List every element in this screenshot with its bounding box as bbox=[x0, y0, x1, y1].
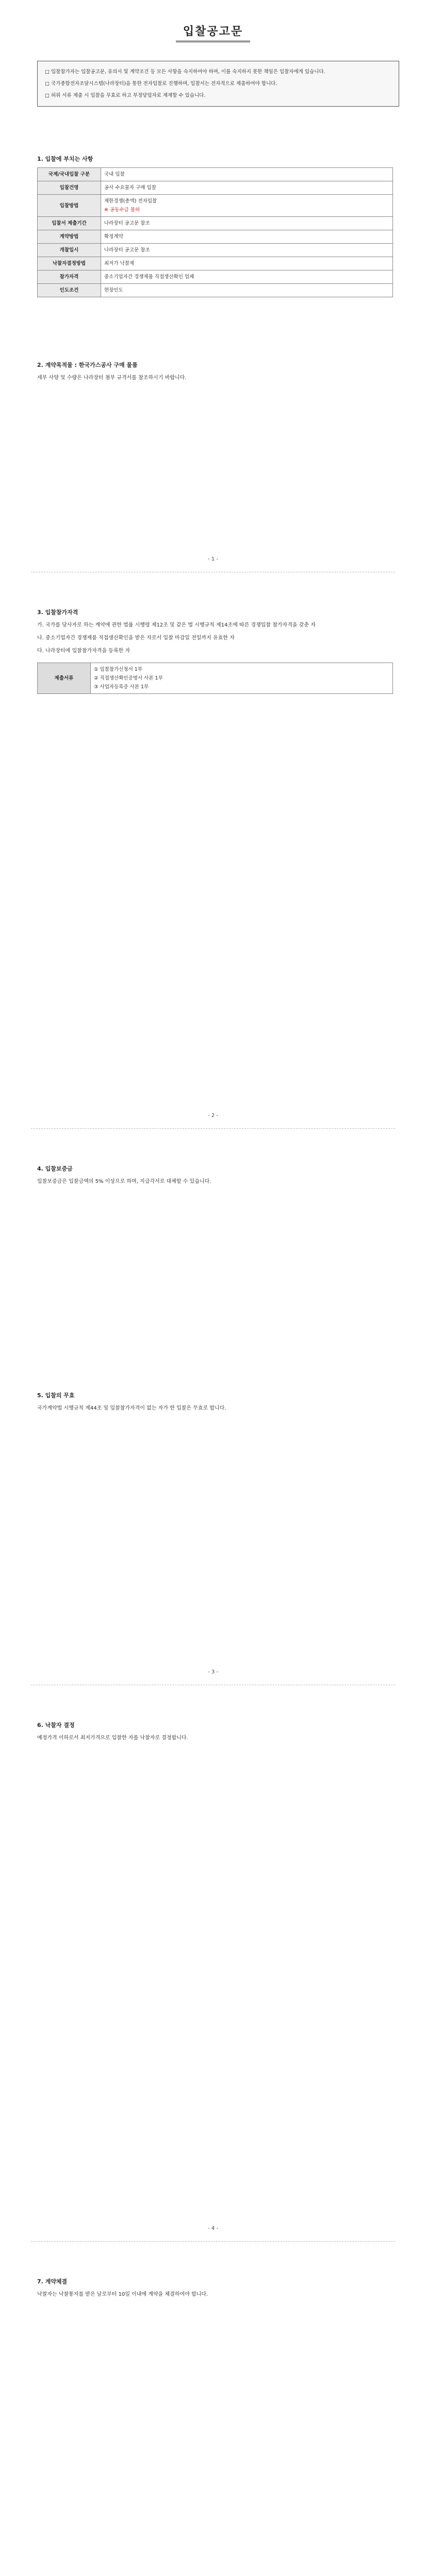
section-heading: 2. 계약목적물 : 한국가스공사 구매 물품 bbox=[37, 362, 138, 368]
box-item: ③ 사업자등록증 사본 1부 bbox=[94, 684, 149, 690]
row-value: 최저가 낙찰제 bbox=[101, 257, 393, 270]
section-item: 가. 국가를 당사자로 하는 계약에 관한 법률 시행령 제12조 및 같은 법 시행규칙 제14조에 따른 경쟁입찰 참가자격을 갖춘 자 bbox=[37, 622, 316, 628]
row-label: 국제/국내입찰 구분 bbox=[38, 168, 101, 181]
row-label: 인도조건 bbox=[38, 284, 101, 297]
row-value: 제한경쟁(총액) 전자입찰 bbox=[104, 198, 157, 204]
row-value: 공사 수요물자 구매 입찰 bbox=[101, 181, 393, 195]
section-text: 세부 사양 및 수량은 나라장터 첨부 규격서를 참조하시기 바랍니다. bbox=[37, 375, 187, 381]
section-heading: 5. 입찰의 무효 bbox=[37, 1392, 75, 1399]
section-7 bbox=[37, 2277, 393, 2303]
section-heading: 1. 입찰에 부치는 사항 bbox=[37, 156, 93, 162]
row-label: 입찰건명 bbox=[38, 181, 101, 195]
section-item: 다. 나라장터에 입찰참가자격을 등록한 자 bbox=[37, 648, 130, 654]
row-value: 중소기업자간 경쟁제품 직접생산확인 업체 bbox=[101, 270, 393, 284]
row-label: 개찰일시 bbox=[38, 244, 101, 257]
page-number: - 2 - bbox=[208, 1113, 218, 1118]
box-item: ① 입찰참가신청서 1부 bbox=[94, 667, 143, 672]
section-heading: 6. 낙찰자 결정 bbox=[37, 1722, 75, 1728]
page-number: - 3 - bbox=[208, 1669, 218, 1675]
row-label: 입찰방법 bbox=[38, 195, 101, 217]
section-item: 나. 중소기업자간 경쟁제품 직접생산확인을 받은 자로서 입찰 마감일 전일까지 유효한 자 bbox=[37, 635, 235, 641]
row-label: 낙찰자결정방법 bbox=[38, 257, 101, 270]
page-number: - 1 - bbox=[208, 556, 218, 562]
row-value: 국내 입찰 bbox=[101, 168, 393, 181]
row-label: 계약방법 bbox=[38, 230, 101, 244]
row-value: 나라장터 공고문 참조 bbox=[101, 217, 393, 230]
section-heading: 7. 계약체결 bbox=[37, 2278, 68, 2285]
notice-item: □ 입찰참가자는 입찰공고문, 유의서 및 계약조건 등 모든 사항을 숙지하여야 하며, 이를 숙지하지 못한 책임은 입찰자에게 있습니다. bbox=[45, 69, 325, 75]
bid-info-table bbox=[37, 167, 393, 297]
row-warning: ※ 공동수급 불허 bbox=[104, 207, 140, 213]
box-head: 제출서류 bbox=[38, 663, 91, 694]
row-value: 나라장터 공고문 참조 bbox=[101, 244, 393, 257]
section-heading: 4. 입찰보증금 bbox=[37, 1165, 73, 1172]
page-divider bbox=[31, 2241, 395, 2242]
row-value: 현장인도 bbox=[101, 284, 393, 297]
section-text: 국가계약법 시행규칙 제44조 및 입찰참가자격이 없는 자가 한 입찰은 무효로 합니다. bbox=[37, 1405, 226, 1411]
row-value: 확정계약 bbox=[101, 230, 393, 244]
section-3 bbox=[37, 608, 393, 694]
section-5 bbox=[37, 1391, 393, 1417]
row-label: 참가자격 bbox=[38, 270, 101, 284]
notice-box bbox=[37, 61, 399, 107]
section-text: 낙찰자는 낙찰통지를 받은 날로부터 10일 이내에 계약을 체결하여야 합니다. bbox=[37, 2292, 208, 2297]
section-1 bbox=[37, 155, 393, 297]
section-text: 입찰보증금은 입찰금액의 5% 이상으로 하며, 지급각서로 대체할 수 있습니다. bbox=[37, 1179, 211, 1184]
page-title: 입찰공고문 bbox=[176, 23, 250, 42]
section-4 bbox=[37, 1164, 393, 1190]
section-6 bbox=[37, 1721, 393, 1747]
section-2 bbox=[37, 361, 393, 386]
documents-table bbox=[37, 663, 393, 694]
notice-item: □ 허위 서류 제출 시 입찰을 무효로 하고 부정당업자로 제재할 수 있습니다. bbox=[45, 93, 206, 98]
section-text: 예정가격 이하로서 최저가격으로 입찰한 자를 낙찰자로 결정합니다. bbox=[37, 1735, 188, 1741]
box-item: ② 직접생산확인증명서 사본 1부 bbox=[94, 675, 163, 681]
page-divider bbox=[31, 1128, 395, 1129]
section-heading: 3. 입찰참가자격 bbox=[37, 609, 78, 616]
page-number: - 4 - bbox=[208, 2226, 218, 2231]
row-label: 입찰서 제출기간 bbox=[38, 217, 101, 230]
notice-item: □ 국가종합전자조달시스템(나라장터)을 통한 전자입찰로 진행하며, 입찰서는 전자적으로 제출하여야 합니다. bbox=[45, 81, 277, 87]
